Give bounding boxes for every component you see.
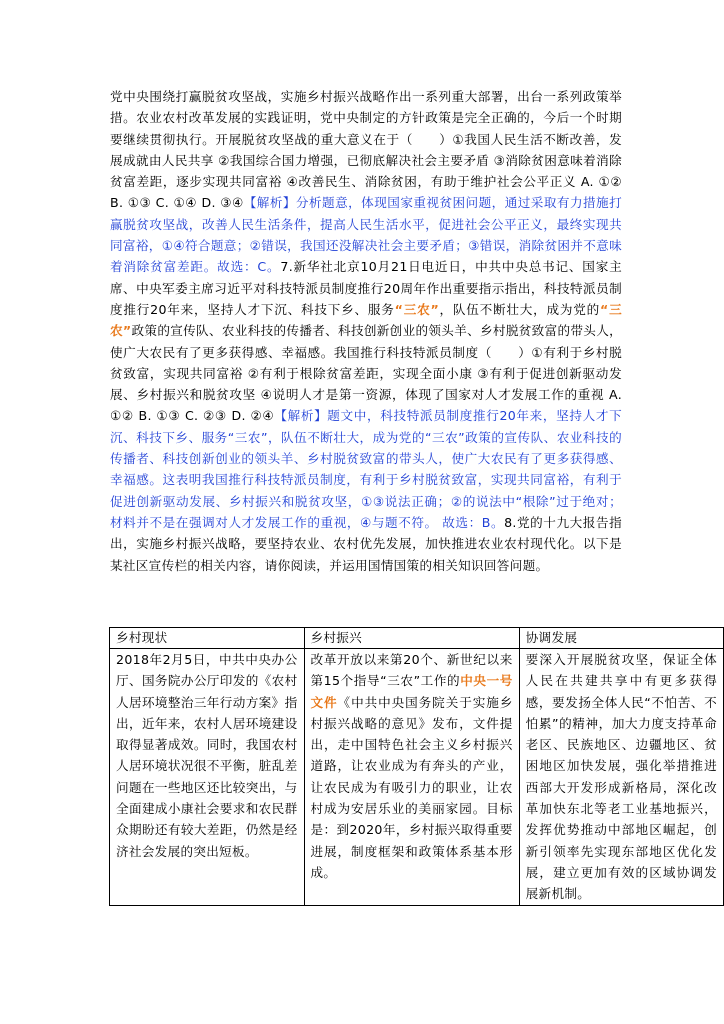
info-table	[109, 627, 724, 906]
cell-highlight: 中央一号文件	[310, 673, 513, 710]
table-header-row	[110, 628, 724, 649]
table-row	[110, 649, 724, 906]
table-header-cell: 乡村振兴	[304, 628, 519, 649]
q7-stem-2: ，队伍不断壮大，成为党的	[439, 301, 601, 317]
q7-analysis: 【解析】题文中，科技特派员制度推行20年来，坚持人才下沉、科技下乡、服务“三农”，队伍不断壮大，成为党的“三农”政策的宣传队、农业科技的传播者、科技创新创业的领头羊、乡村脱贫致富的带头人，使广大农民有了更多获得感、幸福感。这表明我国推行科技特派员制度，有利于乡村脱贫致富，实现共同富裕，有利于促进创新驱动发展、乡村振兴和脱贫攻坚，①③说法正确；②的说法中“根除”过于绝对；材料并不是在强调对人才发展工作的重视，④与题不符。 故选：B。	[110, 408, 622, 530]
q6-stem: 党中央围绕打赢脱贫攻坚战，实施乡村振兴战略作出一系列重大部署，出台一系列政策举措。农业农村改革发展的实践证明，党中央制定的方针政策是完全正确的，今后一个时期要继续贯彻执行。开展脱贫攻坚战的重大意义在于（ ）①我国人民生活不断改善，发展成就由人民共享 ②我国综合国力增强，已彻底解决社会主要矛盾 ③消除贫困意味着消除贫富差距，逐步实现共同富裕 ④改善民生、消除贫困，有助于维护社会公平正义 A. ①② B. ①③ C. ①④ D. ③④	[110, 89, 622, 211]
cell-text: 《中共中央国务院关于实施乡村振兴战略的意见》发布，文件提出，走中国特色社会主义乡村振兴道路，让农业成为有奔头的产业，让农民成为有吸引力的职业，让农村成为安居乐业的美丽家园。目标是：到2020年，乡村振兴取得重要进展，制度框架和政策体系基本形成。	[310, 694, 513, 880]
table-cell-rural-revitalization	[304, 649, 519, 906]
table-header-cell: 乡村现状	[110, 628, 305, 649]
question-text-block	[110, 86, 622, 576]
q7-stem-1: 7.新华社北京10月21日电近日，中共中央总书记、国家主席、中央军委主席习近平对科技特派员制度推行20周年作出重要指示指出，科技特派员制度推行20年来，坚持人才下沉、科技下乡、服务	[110, 259, 622, 317]
cell-text: 改革开放以来第20个、新世纪以来第15个指导“三农”工作的	[310, 652, 513, 689]
table-cell-rural-status: 2018年2月5日，中共中央办公厅、国务院办公厅印发的《农村人居环境整治三年行动方案》指出，近年来，农村人居环境建设取得显著成效。同时，我国农村人居环境状况很不平衡，脏乱差问题在一些地区还比较突出，与全面建成小康社会要求和农民群众期盼还有较大差距，仍然是经济社会发展的突出短板。	[110, 649, 305, 906]
table-header-cell: 协调发展	[519, 628, 723, 649]
q7-highlight-1: “三农”	[394, 301, 440, 317]
q7-highlight-2: “三农”	[110, 301, 622, 339]
q7-stem-3: 政策的宣传队、农业科技的传播者、科技创新创业的领头羊、乡村脱贫致富的带头人，使广大农民有了更多获得感、幸福感。我国推行科技特派员制度（ ）①有利于乡村脱贫致富，实现共同富裕 ②有利于根除贫富差距，实现全面小康 ③有利于促进创新驱动发展、乡村振兴和脱贫攻坚 ④说明人才是第一资源，体现了国家对人才发展工作的重视 A. ①② B. ①③ C. ②③ D. ②④	[110, 323, 622, 424]
q6-analysis: 【解析】分析题意，体现国家重视贫困问题，通过采取有力措施打赢脱贫攻坚战，改善人民生活条件，提高人民生活水平，促进社会公平正义，最终实现共同富裕，①④符合题意；②错误，我国还没解决社会主要矛盾；③错误，消除贫困并不意味着消除贫富差距。故选：C。	[110, 195, 623, 275]
table-cell-coordinated-development: 要深入开展脱贫攻坚，保证全体人民在共建共享中有更多获得感，要发扬全体人民“不怕苦、不怕累”的精神，加大力度支持革命老区、民族地区、边疆地区、贫困地区加快发展，强化举措推进西部大开发形成新格局，深化改革加快东北等老工业基地振兴，发挥优势推动中部地区崛起，创新引领率先实现东部地区优化发展，建立更加有效的区域协调发展新机制。	[519, 649, 723, 906]
q8-stem: 8.党的十九大报告指出，实施乡村振兴战略，要坚持农业、农村优先发展，加快推进农业农村现代化。以下是某社区宣传栏的相关内容，请你阅读，并运用国情国策的相关知识回答问题。	[110, 514, 623, 573]
